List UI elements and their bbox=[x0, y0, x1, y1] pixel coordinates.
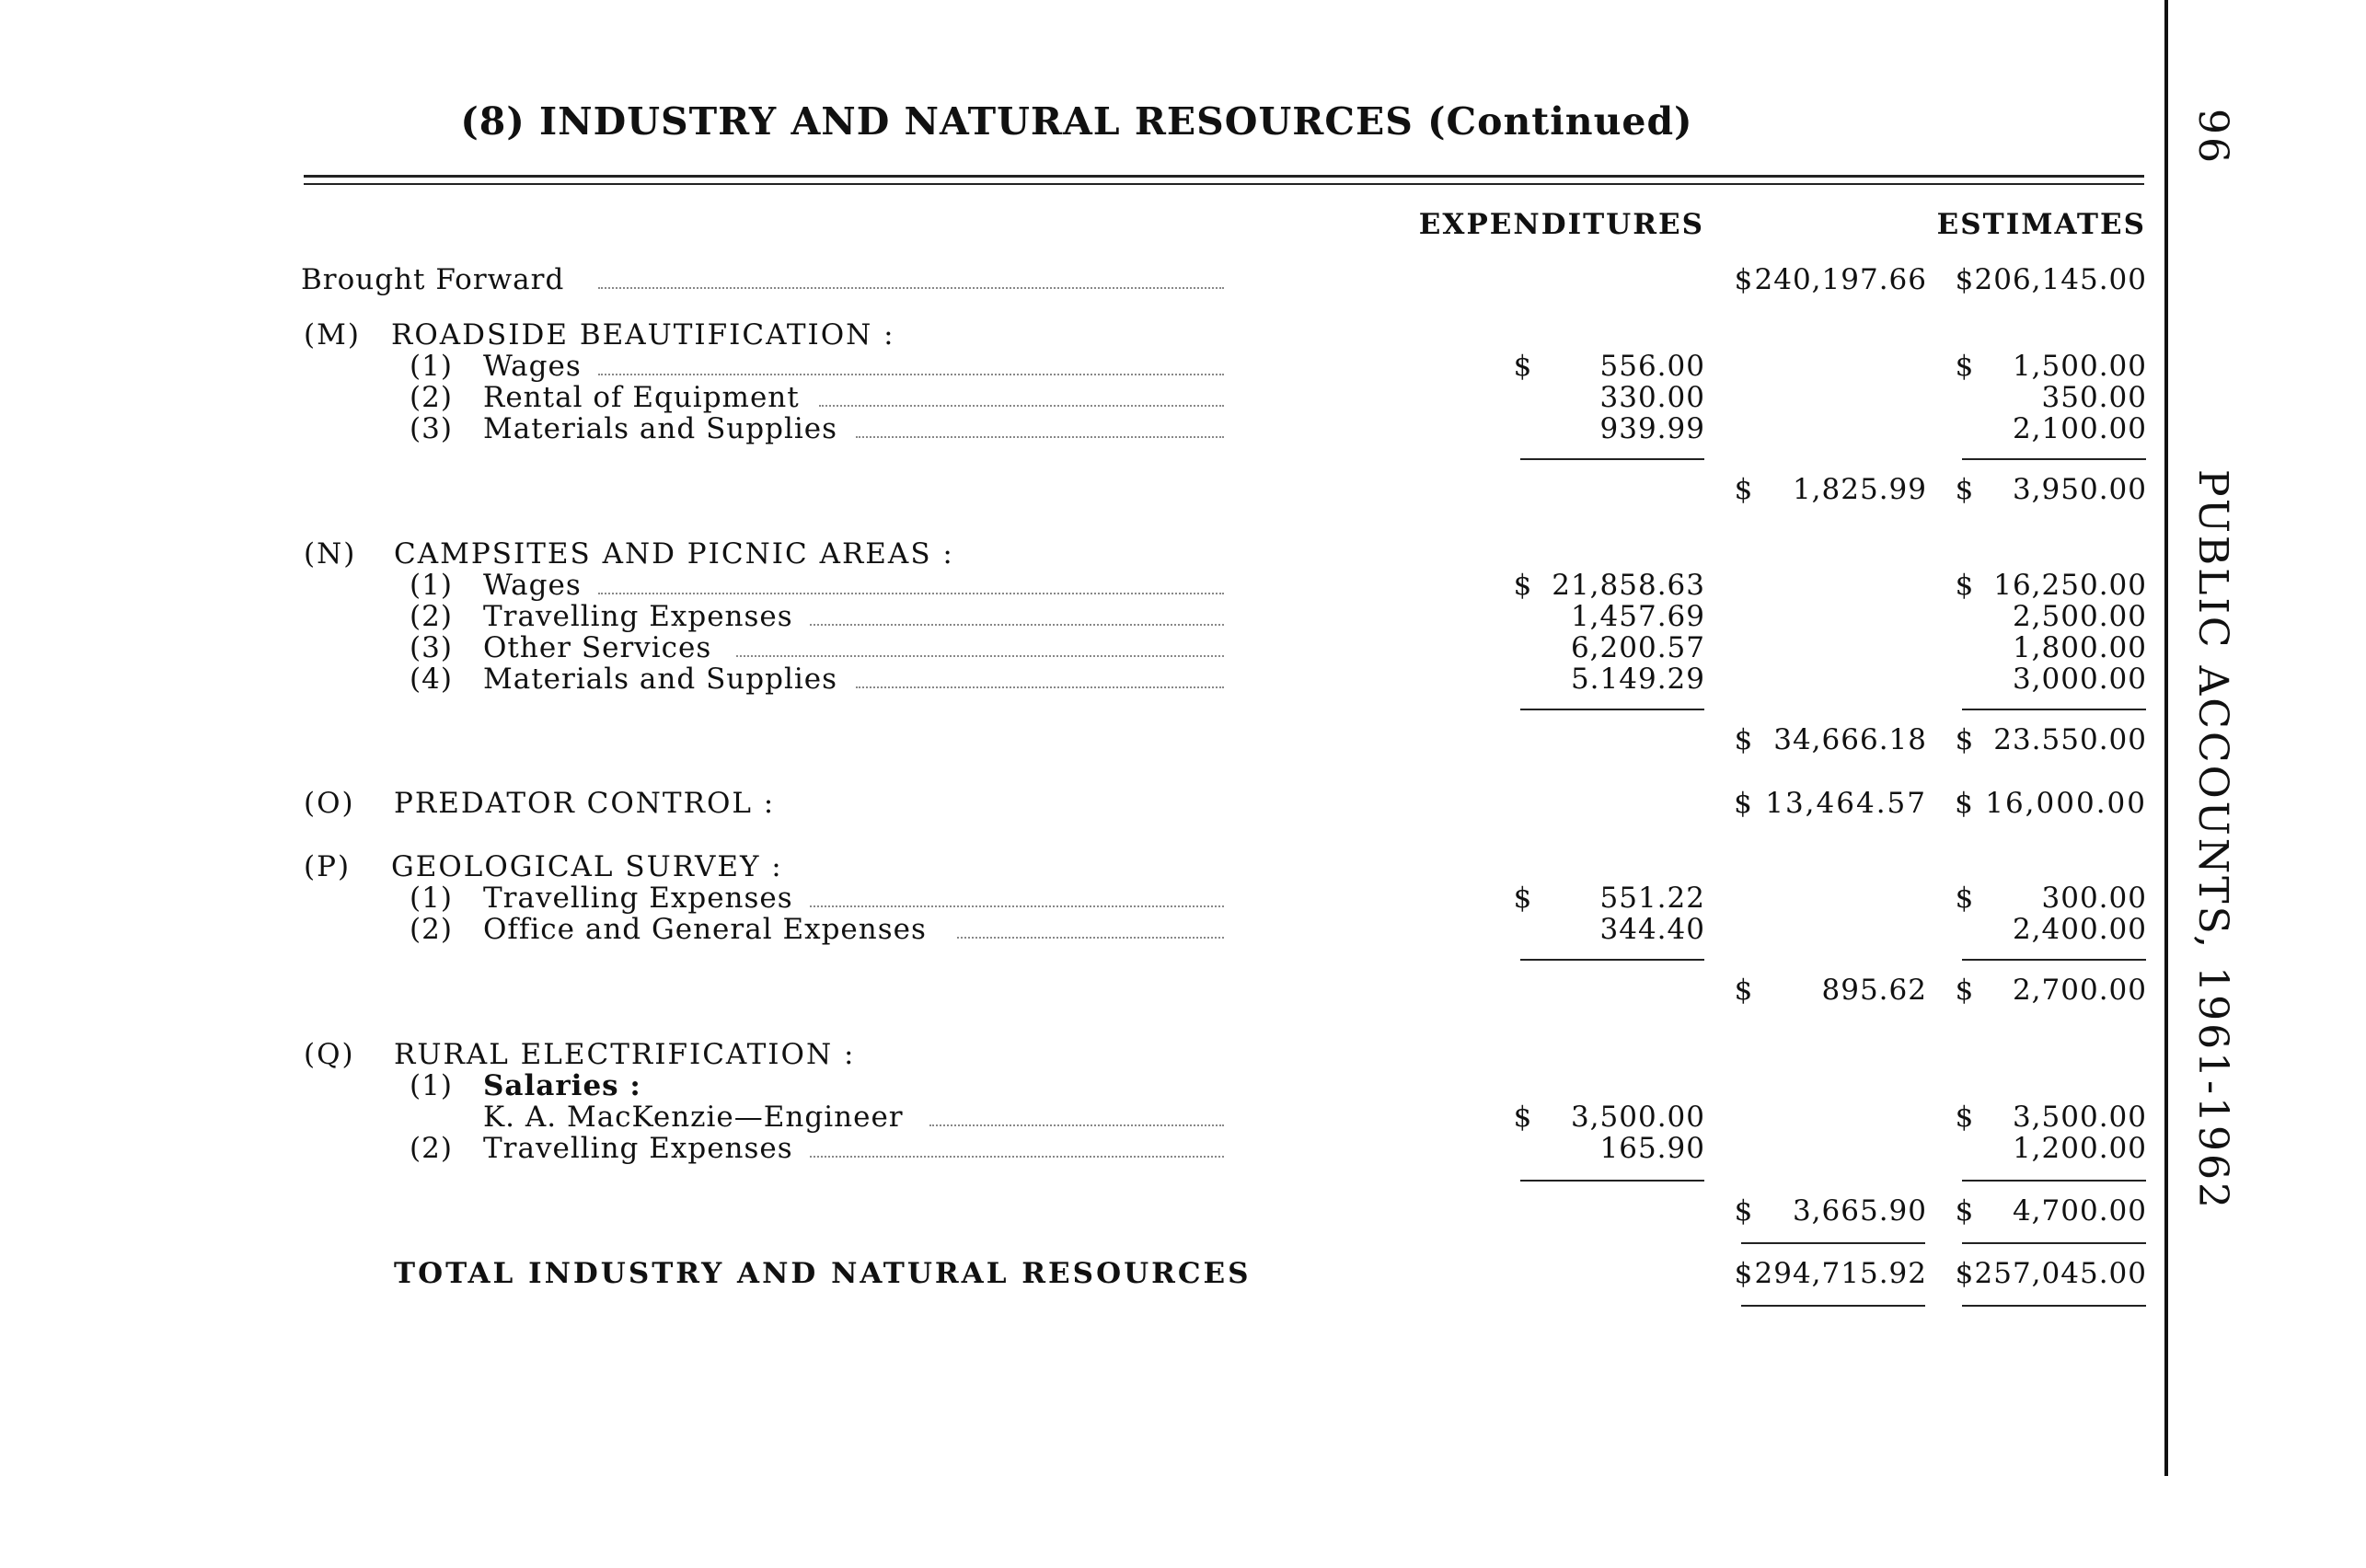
page-title: (8) INDUSTRY AND NATURAL RESOURCES (Continued) bbox=[460, 99, 1693, 144]
section-heading bbox=[0, 318, 2209, 352]
dollar-sign: $ bbox=[1955, 1257, 1975, 1290]
section-heading bbox=[0, 537, 2209, 571]
item-number: (4) bbox=[410, 663, 453, 696]
dollar-sign: $ bbox=[1955, 882, 1975, 915]
item-number: (3) bbox=[410, 412, 453, 445]
item-number: (2) bbox=[410, 381, 453, 414]
leader-dots bbox=[957, 935, 1224, 939]
expenditure-value: 1,457.69 bbox=[1570, 600, 1705, 633]
line-item bbox=[0, 882, 2209, 915]
leader-dots bbox=[856, 434, 1224, 438]
dollar-sign: $ bbox=[1734, 974, 1754, 1007]
item-number: (2) bbox=[410, 600, 453, 633]
line-item bbox=[0, 1101, 2209, 1134]
item-label: K. A. MacKenzie—Engineer bbox=[483, 1101, 904, 1134]
line-item bbox=[0, 1132, 2209, 1165]
estimate-value: 2,400.00 bbox=[2012, 913, 2147, 946]
dollar-sign: $ bbox=[1513, 569, 1533, 602]
dollar-sign: $ bbox=[1734, 1194, 1754, 1228]
section-estimate-total: 2,700.00 bbox=[2012, 974, 2147, 1007]
total-double-rule bbox=[1741, 1305, 1925, 1307]
subtotal-rule bbox=[1962, 959, 2146, 961]
section-estimate-total: 16,000.00 bbox=[1985, 787, 2147, 820]
expenditure-value: 344.40 bbox=[1599, 913, 1705, 946]
item-label: Travelling Expenses bbox=[483, 600, 793, 633]
dollar-sign: $ bbox=[1955, 263, 1975, 296]
section-estimate-total: 3,950.00 bbox=[2012, 473, 2147, 506]
item-number: (1) bbox=[410, 1069, 453, 1102]
grand-total-row bbox=[0, 1257, 2209, 1290]
item-number: (1) bbox=[410, 569, 453, 602]
section-total: 13,464.57 bbox=[1765, 787, 1927, 820]
item-number: (3) bbox=[410, 631, 453, 664]
leader-dots bbox=[810, 1154, 1224, 1158]
dollar-sign: $ bbox=[1734, 787, 1754, 820]
expenditure-value: 551.22 bbox=[1599, 882, 1705, 915]
leader-dots bbox=[598, 285, 1224, 289]
sub-title: Salaries : bbox=[483, 1069, 641, 1102]
leader-dots bbox=[736, 653, 1224, 657]
estimate-value: 1,500.00 bbox=[2012, 350, 2147, 383]
dollar-sign: $ bbox=[1955, 473, 1975, 506]
estimate-value: 3,000.00 bbox=[2012, 663, 2147, 696]
section-code: (M) bbox=[304, 318, 361, 352]
line-item bbox=[0, 913, 2209, 946]
line-item bbox=[0, 569, 2209, 602]
dollar-sign: $ bbox=[1513, 1101, 1533, 1134]
estimate-value: 1,800.00 bbox=[2012, 631, 2147, 664]
leader-dots bbox=[929, 1123, 1224, 1126]
subtotal-rule bbox=[1962, 709, 2146, 710]
section-estimate-total: 23.550.00 bbox=[1993, 723, 2147, 756]
expenditure-value: 6,200.57 bbox=[1570, 631, 1705, 664]
line-item bbox=[0, 600, 2209, 633]
total-double-rule bbox=[1962, 1305, 2146, 1307]
total-rule bbox=[1741, 1242, 1925, 1244]
dollar-sign: $ bbox=[1513, 882, 1533, 915]
total-rule bbox=[1962, 1242, 2146, 1244]
sub-heading bbox=[0, 1069, 2209, 1102]
item-label: Travelling Expenses bbox=[483, 882, 793, 915]
item-number: (1) bbox=[410, 350, 453, 383]
section-total-row bbox=[0, 723, 2209, 756]
estimate-value: 2,500.00 bbox=[2012, 600, 2147, 633]
section-total: 1,825.99 bbox=[1792, 473, 1927, 506]
section-code: (Q) bbox=[304, 1038, 355, 1071]
subtotal-rule bbox=[1520, 1180, 1704, 1182]
expenditure-value: 556.00 bbox=[1599, 350, 1705, 383]
expenditure-value: 939.99 bbox=[1599, 412, 1705, 445]
dollar-sign: $ bbox=[1734, 263, 1754, 296]
estimate-value: 350.00 bbox=[2041, 381, 2147, 414]
total-value: 240,197.66 bbox=[1754, 263, 1927, 296]
line-item bbox=[0, 631, 2209, 664]
col-header-estimates: ESTIMATES bbox=[1936, 208, 2146, 241]
item-number: (2) bbox=[410, 913, 453, 946]
item-label: Wages bbox=[483, 569, 582, 602]
dollar-sign: $ bbox=[1955, 1101, 1975, 1134]
subtotal-rule bbox=[1520, 959, 1704, 961]
expenditure-value: 5.149.29 bbox=[1570, 663, 1705, 696]
subtotal-rule bbox=[1962, 1180, 2146, 1182]
leader-dots bbox=[810, 622, 1224, 626]
brought-forward-row bbox=[0, 263, 2209, 296]
section-total: 895.62 bbox=[1821, 974, 1927, 1007]
section-total-row bbox=[0, 974, 2209, 1007]
item-number: (1) bbox=[410, 882, 453, 915]
item-label: Office and General Expenses bbox=[483, 913, 927, 946]
dollar-sign: $ bbox=[1955, 974, 1975, 1007]
estimate-value: 206,145.00 bbox=[1974, 263, 2147, 296]
estimate-value: 16,250.00 bbox=[1993, 569, 2147, 602]
grand-total-estimate: 257,045.00 bbox=[1974, 1257, 2147, 1290]
estimate-value: 3,500.00 bbox=[2012, 1101, 2147, 1134]
leader-dots bbox=[856, 685, 1224, 688]
section-title: CAMPSITES AND PICNIC AREAS : bbox=[394, 537, 954, 571]
section-code: (P) bbox=[304, 850, 352, 883]
expenditure-value: 330.00 bbox=[1599, 381, 1705, 414]
leader-dots bbox=[819, 403, 1224, 407]
item-label: Wages bbox=[483, 350, 582, 383]
dollar-sign: $ bbox=[1734, 1257, 1754, 1290]
dollar-sign: $ bbox=[1955, 787, 1975, 820]
estimate-value: 2,100.00 bbox=[2012, 412, 2147, 445]
dollar-sign: $ bbox=[1955, 723, 1975, 756]
section-title: ROADSIDE BEAUTIFICATION : bbox=[391, 318, 895, 352]
subtotal-rule bbox=[1962, 458, 2146, 460]
line-item bbox=[0, 381, 2209, 414]
dollar-sign: $ bbox=[1955, 350, 1975, 383]
expenditure-value: 165.90 bbox=[1599, 1132, 1705, 1165]
section-title: RURAL ELECTRIFICATION : bbox=[394, 1038, 856, 1071]
expenditure-value: 21,858.63 bbox=[1552, 569, 1705, 602]
section-title: PREDATOR CONTROL : bbox=[394, 787, 776, 820]
section-code: (O) bbox=[304, 787, 355, 820]
item-label: Materials and Supplies bbox=[483, 412, 838, 445]
dollar-sign: $ bbox=[1955, 1194, 1975, 1228]
line-item bbox=[0, 663, 2209, 696]
subtotal-rule bbox=[1520, 458, 1704, 460]
subtotal-rule bbox=[1520, 709, 1704, 710]
page-number: 96 bbox=[2189, 109, 2236, 166]
section-total-row bbox=[0, 473, 2209, 506]
section-heading bbox=[0, 787, 2209, 820]
section-total: 34,666.18 bbox=[1773, 723, 1927, 756]
estimate-value: 1,200.00 bbox=[2012, 1132, 2147, 1165]
dollar-sign: $ bbox=[1955, 569, 1975, 602]
title-rule-top bbox=[304, 175, 2144, 178]
item-label: Materials and Supplies bbox=[483, 663, 838, 696]
col-header-expenditures: EXPENDITURES bbox=[1418, 208, 1704, 241]
section-heading bbox=[0, 850, 2209, 883]
leader-dots bbox=[598, 591, 1224, 594]
title-rule-bottom bbox=[304, 183, 2144, 185]
grand-total-label: TOTAL INDUSTRY AND NATURAL RESOURCES bbox=[394, 1257, 1252, 1290]
running-header: PUBLIC ACCOUNTS, 1961-1962 bbox=[2189, 469, 2236, 1211]
section-title: GEOLOGICAL SURVEY : bbox=[391, 850, 783, 883]
line-item bbox=[0, 412, 2209, 445]
section-total: 3,665.90 bbox=[1792, 1194, 1927, 1228]
item-number: (2) bbox=[410, 1132, 453, 1165]
item-label: Other Services bbox=[483, 631, 712, 664]
expenditure-value: 3,500.00 bbox=[1570, 1101, 1705, 1134]
grand-total-value: 294,715.92 bbox=[1754, 1257, 1927, 1290]
item-label: Rental of Equipment bbox=[483, 381, 800, 414]
dollar-sign: $ bbox=[1513, 350, 1533, 383]
dollar-sign: $ bbox=[1734, 723, 1754, 756]
section-heading bbox=[0, 1038, 2209, 1071]
section-estimate-total: 4,700.00 bbox=[2012, 1194, 2147, 1228]
section-total-row bbox=[0, 1194, 2209, 1228]
estimate-value: 300.00 bbox=[2041, 882, 2147, 915]
dollar-sign: $ bbox=[1734, 473, 1754, 506]
leader-dots bbox=[598, 372, 1224, 375]
leader-dots bbox=[810, 904, 1224, 907]
section-code: (N) bbox=[304, 537, 357, 571]
line-item bbox=[0, 350, 2209, 383]
row-label: Brought Forward bbox=[301, 263, 565, 296]
item-label: Travelling Expenses bbox=[483, 1132, 793, 1165]
